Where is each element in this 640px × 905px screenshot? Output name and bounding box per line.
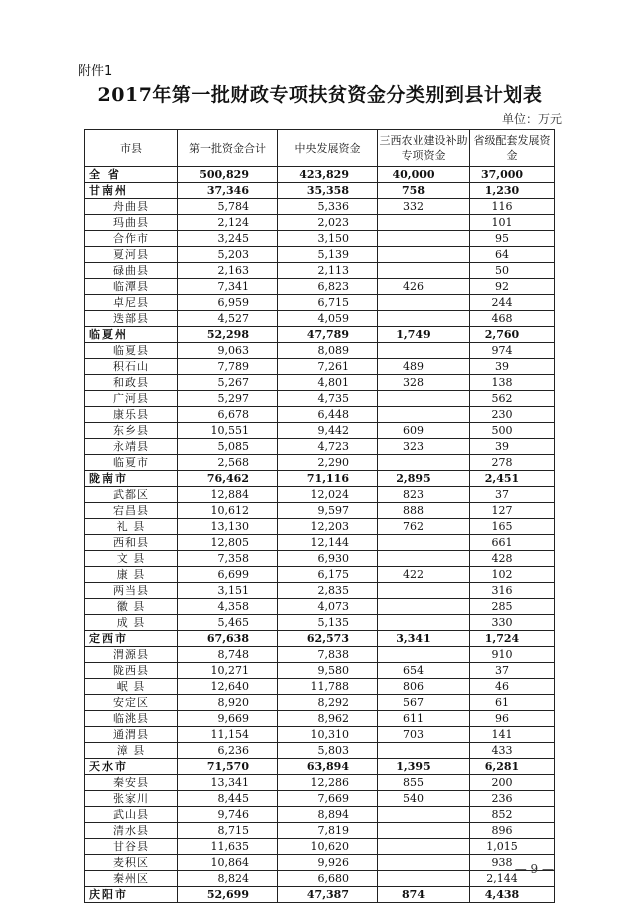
cell-total: 6,959 xyxy=(178,295,278,311)
cell-sanxi: 758 xyxy=(378,183,470,199)
cell-name: 临潭县 xyxy=(85,279,178,295)
cell-sanxi: 823 xyxy=(378,487,470,503)
cell-sanxi xyxy=(378,391,470,407)
cell-name: 临洮县 xyxy=(85,711,178,727)
cell-central: 8,089 xyxy=(278,343,378,359)
cell-provincial: 433 xyxy=(470,743,555,759)
cell-provincial: 92 xyxy=(470,279,555,295)
table-row xyxy=(85,423,555,439)
cell-name: 广河县 xyxy=(85,391,178,407)
cell-total: 11,154 xyxy=(178,727,278,743)
cell-name: 西和县 xyxy=(85,535,178,551)
table-row xyxy=(85,295,555,311)
cell-central: 6,448 xyxy=(278,407,378,423)
table-row xyxy=(85,359,555,375)
table-row xyxy=(85,855,555,871)
cell-central: 47,789 xyxy=(278,327,378,343)
cell-sanxi: 703 xyxy=(378,727,470,743)
cell-provincial: 910 xyxy=(470,647,555,663)
cell-provincial: 661 xyxy=(470,535,555,551)
cell-central: 71,116 xyxy=(278,471,378,487)
cell-central: 6,930 xyxy=(278,551,378,567)
cell-name: 全 省 xyxy=(85,167,178,183)
city-row xyxy=(85,887,555,903)
cell-central: 11,788 xyxy=(278,679,378,695)
page-title: 2017年第一批财政专项扶贫资金分类别到县计划表 xyxy=(97,84,543,106)
cell-total: 52,298 xyxy=(178,327,278,343)
cell-name: 武山县 xyxy=(85,807,178,823)
cell-central: 4,723 xyxy=(278,439,378,455)
cell-provincial: 244 xyxy=(470,295,555,311)
cell-total: 8,824 xyxy=(178,871,278,887)
cell-central: 9,580 xyxy=(278,663,378,679)
table-row xyxy=(85,695,555,711)
cell-name: 康乐县 xyxy=(85,407,178,423)
cell-name: 宕昌县 xyxy=(85,503,178,519)
table-row xyxy=(85,455,555,471)
cell-sanxi: 609 xyxy=(378,423,470,439)
cell-central: 9,926 xyxy=(278,855,378,871)
cell-name: 渭源县 xyxy=(85,647,178,663)
cell-total: 8,715 xyxy=(178,823,278,839)
cell-name: 漳 县 xyxy=(85,743,178,759)
cell-total: 67,638 xyxy=(178,631,278,647)
cell-total: 11,635 xyxy=(178,839,278,855)
cell-total: 12,884 xyxy=(178,487,278,503)
cell-sanxi xyxy=(378,647,470,663)
cell-total: 10,271 xyxy=(178,663,278,679)
cell-total: 5,203 xyxy=(178,247,278,263)
cell-sanxi: 567 xyxy=(378,695,470,711)
table-row xyxy=(85,391,555,407)
city-row xyxy=(85,327,555,343)
table-row xyxy=(85,215,555,231)
cell-total: 2,163 xyxy=(178,263,278,279)
cell-provincial: 330 xyxy=(470,615,555,631)
cell-total: 5,267 xyxy=(178,375,278,391)
cell-provincial: 127 xyxy=(470,503,555,519)
cell-central: 2,113 xyxy=(278,263,378,279)
cell-central: 2,835 xyxy=(278,583,378,599)
cell-name: 甘谷县 xyxy=(85,839,178,855)
cell-sanxi xyxy=(378,535,470,551)
cell-total: 10,864 xyxy=(178,855,278,871)
cell-central: 12,024 xyxy=(278,487,378,503)
cell-sanxi: 1,749 xyxy=(378,327,470,343)
cell-central: 47,387 xyxy=(278,887,378,903)
cell-provincial: 4,438 xyxy=(470,887,555,903)
cell-central: 63,894 xyxy=(278,759,378,775)
cell-sanxi: 40,000 xyxy=(378,167,470,183)
cell-provincial: 64 xyxy=(470,247,555,263)
cell-sanxi: 874 xyxy=(378,887,470,903)
cell-provincial: 236 xyxy=(470,791,555,807)
cell-name: 永靖县 xyxy=(85,439,178,455)
table-row xyxy=(85,663,555,679)
prov-row xyxy=(85,167,555,183)
cell-sanxi: 422 xyxy=(378,567,470,583)
cell-total: 13,130 xyxy=(178,519,278,535)
cell-name: 陇西县 xyxy=(85,663,178,679)
cell-central: 2,290 xyxy=(278,455,378,471)
cell-sanxi xyxy=(378,247,470,263)
cell-sanxi: 540 xyxy=(378,791,470,807)
table-row xyxy=(85,439,555,455)
cell-name: 秦安县 xyxy=(85,775,178,791)
cell-sanxi: 855 xyxy=(378,775,470,791)
cell-provincial: 974 xyxy=(470,343,555,359)
cell-name: 通渭县 xyxy=(85,727,178,743)
table-row xyxy=(85,775,555,791)
cell-total: 6,678 xyxy=(178,407,278,423)
cell-central: 5,135 xyxy=(278,615,378,631)
table-row xyxy=(85,711,555,727)
cell-provincial: 37 xyxy=(470,487,555,503)
cell-total: 8,920 xyxy=(178,695,278,711)
cell-sanxi xyxy=(378,615,470,631)
cell-central: 423,829 xyxy=(278,167,378,183)
table-row xyxy=(85,823,555,839)
table-row xyxy=(85,487,555,503)
cell-provincial: 230 xyxy=(470,407,555,423)
cell-central: 5,803 xyxy=(278,743,378,759)
cell-total: 500,829 xyxy=(178,167,278,183)
table-row xyxy=(85,535,555,551)
cell-name: 合作市 xyxy=(85,231,178,247)
cell-sanxi xyxy=(378,343,470,359)
cell-sanxi: 332 xyxy=(378,199,470,215)
cell-name: 康 县 xyxy=(85,567,178,583)
cell-central: 8,894 xyxy=(278,807,378,823)
cell-name: 成 县 xyxy=(85,615,178,631)
cell-provincial: 61 xyxy=(470,695,555,711)
cell-central: 10,310 xyxy=(278,727,378,743)
cell-name: 碌曲县 xyxy=(85,263,178,279)
cell-sanxi xyxy=(378,263,470,279)
cell-total: 10,551 xyxy=(178,423,278,439)
cell-provincial: 500 xyxy=(470,423,555,439)
cell-sanxi: 2,895 xyxy=(378,471,470,487)
table-row xyxy=(85,839,555,855)
cell-total: 8,445 xyxy=(178,791,278,807)
cell-central: 6,680 xyxy=(278,871,378,887)
cell-name: 麦积区 xyxy=(85,855,178,871)
table-row xyxy=(85,807,555,823)
cell-sanxi: 1,395 xyxy=(378,759,470,775)
allocation-table xyxy=(84,129,555,903)
cell-sanxi xyxy=(378,871,470,887)
cell-sanxi xyxy=(378,807,470,823)
header-sanxi: 三西农业建设补助专项资金 xyxy=(378,130,470,167)
table-row xyxy=(85,503,555,519)
cell-central: 6,175 xyxy=(278,567,378,583)
cell-provincial: 101 xyxy=(470,215,555,231)
cell-provincial: 141 xyxy=(470,727,555,743)
attachment-label: 附件1 xyxy=(78,64,113,79)
cell-provincial: 278 xyxy=(470,455,555,471)
cell-total: 10,612 xyxy=(178,503,278,519)
header-provincial: 省级配套发展资金 xyxy=(470,130,555,167)
cell-central: 12,286 xyxy=(278,775,378,791)
table-row xyxy=(85,599,555,615)
city-row xyxy=(85,183,555,199)
cell-total: 13,341 xyxy=(178,775,278,791)
cell-sanxi xyxy=(378,295,470,311)
city-row xyxy=(85,631,555,647)
cell-total: 8,748 xyxy=(178,647,278,663)
cell-central: 4,073 xyxy=(278,599,378,615)
cell-name: 和政县 xyxy=(85,375,178,391)
cell-name: 临夏县 xyxy=(85,343,178,359)
cell-sanxi xyxy=(378,311,470,327)
cell-sanxi: 654 xyxy=(378,663,470,679)
cell-provincial: 316 xyxy=(470,583,555,599)
header-central: 中央发展资金 xyxy=(278,130,378,167)
cell-name: 两当县 xyxy=(85,583,178,599)
cell-total: 4,358 xyxy=(178,599,278,615)
cell-central: 12,203 xyxy=(278,519,378,535)
cell-sanxi: 762 xyxy=(378,519,470,535)
cell-provincial: 285 xyxy=(470,599,555,615)
cell-central: 4,059 xyxy=(278,311,378,327)
cell-sanxi xyxy=(378,583,470,599)
cell-central: 6,715 xyxy=(278,295,378,311)
cell-total: 2,568 xyxy=(178,455,278,471)
cell-central: 4,801 xyxy=(278,375,378,391)
cell-name: 秦州区 xyxy=(85,871,178,887)
cell-name: 东乡县 xyxy=(85,423,178,439)
table-row xyxy=(85,231,555,247)
cell-provincial: 37 xyxy=(470,663,555,679)
cell-total: 6,236 xyxy=(178,743,278,759)
cell-provincial: 1,230 xyxy=(470,183,555,199)
cell-sanxi xyxy=(378,551,470,567)
cell-total: 7,358 xyxy=(178,551,278,567)
city-row xyxy=(85,471,555,487)
cell-name: 文 县 xyxy=(85,551,178,567)
cell-total: 52,699 xyxy=(178,887,278,903)
cell-central: 7,669 xyxy=(278,791,378,807)
cell-sanxi: 888 xyxy=(378,503,470,519)
cell-total: 37,346 xyxy=(178,183,278,199)
cell-name: 张家川 xyxy=(85,791,178,807)
cell-provincial: 852 xyxy=(470,807,555,823)
cell-total: 5,297 xyxy=(178,391,278,407)
header-county: 市县 xyxy=(85,130,178,167)
table-row xyxy=(85,871,555,887)
cell-central: 7,819 xyxy=(278,823,378,839)
table-row xyxy=(85,279,555,295)
table-row xyxy=(85,519,555,535)
cell-total: 4,527 xyxy=(178,311,278,327)
table-row xyxy=(85,407,555,423)
cell-provincial: 1,015 xyxy=(470,839,555,855)
cell-sanxi xyxy=(378,823,470,839)
cell-provincial: 39 xyxy=(470,359,555,375)
table-row xyxy=(85,743,555,759)
table-row xyxy=(85,311,555,327)
cell-provincial: 102 xyxy=(470,567,555,583)
cell-total: 76,462 xyxy=(178,471,278,487)
unit-label: 单位：万元 xyxy=(501,112,562,126)
cell-total: 7,341 xyxy=(178,279,278,295)
cell-total: 12,640 xyxy=(178,679,278,695)
cell-name: 夏河县 xyxy=(85,247,178,263)
cell-total: 71,570 xyxy=(178,759,278,775)
cell-central: 6,823 xyxy=(278,279,378,295)
cell-central: 8,292 xyxy=(278,695,378,711)
cell-provincial: 46 xyxy=(470,679,555,695)
cell-provincial: 96 xyxy=(470,711,555,727)
cell-provincial: 1,724 xyxy=(470,631,555,647)
cell-provincial: 138 xyxy=(470,375,555,391)
cell-sanxi xyxy=(378,455,470,471)
table-row xyxy=(85,647,555,663)
cell-name: 定西市 xyxy=(85,631,178,647)
cell-central: 12,144 xyxy=(278,535,378,551)
table-body xyxy=(85,167,555,903)
table-row xyxy=(85,199,555,215)
cell-provincial: 562 xyxy=(470,391,555,407)
cell-provincial: 116 xyxy=(470,199,555,215)
cell-central: 9,442 xyxy=(278,423,378,439)
cell-total: 6,699 xyxy=(178,567,278,583)
cell-central: 5,336 xyxy=(278,199,378,215)
city-row xyxy=(85,759,555,775)
cell-provincial: 2,451 xyxy=(470,471,555,487)
cell-name: 玛曲县 xyxy=(85,215,178,231)
cell-provincial: 468 xyxy=(470,311,555,327)
page-number: — 9 — xyxy=(514,862,554,876)
cell-sanxi xyxy=(378,855,470,871)
cell-name: 陇南市 xyxy=(85,471,178,487)
table-row xyxy=(85,791,555,807)
table-row xyxy=(85,375,555,391)
cell-total: 5,465 xyxy=(178,615,278,631)
cell-central: 7,261 xyxy=(278,359,378,375)
cell-sanxi: 328 xyxy=(378,375,470,391)
cell-central: 10,620 xyxy=(278,839,378,855)
cell-central: 62,573 xyxy=(278,631,378,647)
cell-sanxi: 489 xyxy=(378,359,470,375)
cell-name: 临夏州 xyxy=(85,327,178,343)
cell-sanxi: 3,341 xyxy=(378,631,470,647)
cell-name: 甘南州 xyxy=(85,183,178,199)
cell-name: 积石山 xyxy=(85,359,178,375)
cell-total: 3,151 xyxy=(178,583,278,599)
cell-provincial: 165 xyxy=(470,519,555,535)
cell-name: 天水市 xyxy=(85,759,178,775)
cell-sanxi xyxy=(378,743,470,759)
cell-provincial: 2,144 xyxy=(470,871,555,887)
cell-provincial: 39 xyxy=(470,439,555,455)
cell-name: 武都区 xyxy=(85,487,178,503)
cell-provincial: 6,281 xyxy=(470,759,555,775)
table-row xyxy=(85,247,555,263)
cell-provincial: 200 xyxy=(470,775,555,791)
cell-name: 安定区 xyxy=(85,695,178,711)
cell-total: 5,085 xyxy=(178,439,278,455)
table-row xyxy=(85,615,555,631)
cell-sanxi: 806 xyxy=(378,679,470,695)
cell-central: 7,838 xyxy=(278,647,378,663)
cell-sanxi xyxy=(378,599,470,615)
cell-provincial: 2,760 xyxy=(470,327,555,343)
cell-name: 岷 县 xyxy=(85,679,178,695)
table-row xyxy=(85,727,555,743)
cell-total: 3,245 xyxy=(178,231,278,247)
table-row xyxy=(85,567,555,583)
cell-sanxi: 426 xyxy=(378,279,470,295)
table-row xyxy=(85,679,555,695)
cell-provincial: 896 xyxy=(470,823,555,839)
table-row xyxy=(85,583,555,599)
cell-sanxi xyxy=(378,231,470,247)
cell-total: 5,784 xyxy=(178,199,278,215)
table-row xyxy=(85,263,555,279)
cell-name: 徽 县 xyxy=(85,599,178,615)
cell-total: 12,805 xyxy=(178,535,278,551)
cell-central: 9,597 xyxy=(278,503,378,519)
table-row xyxy=(85,551,555,567)
header-total: 第一批资金合计 xyxy=(178,130,278,167)
cell-name: 迭部县 xyxy=(85,311,178,327)
cell-total: 9,746 xyxy=(178,807,278,823)
cell-central: 5,139 xyxy=(278,247,378,263)
cell-name: 卓尼县 xyxy=(85,295,178,311)
cell-provincial: 50 xyxy=(470,263,555,279)
cell-name: 礼 县 xyxy=(85,519,178,535)
table-header-row xyxy=(85,130,555,167)
cell-provincial: 428 xyxy=(470,551,555,567)
cell-sanxi xyxy=(378,407,470,423)
cell-central: 35,358 xyxy=(278,183,378,199)
cell-name: 庆阳市 xyxy=(85,887,178,903)
cell-provincial: 95 xyxy=(470,231,555,247)
cell-central: 3,150 xyxy=(278,231,378,247)
table-row xyxy=(85,343,555,359)
cell-total: 7,789 xyxy=(178,359,278,375)
cell-sanxi xyxy=(378,215,470,231)
cell-total: 2,124 xyxy=(178,215,278,231)
cell-central: 8,962 xyxy=(278,711,378,727)
cell-central: 2,023 xyxy=(278,215,378,231)
cell-name: 临夏市 xyxy=(85,455,178,471)
cell-name: 清水县 xyxy=(85,823,178,839)
cell-name: 舟曲县 xyxy=(85,199,178,215)
cell-total: 9,669 xyxy=(178,711,278,727)
cell-sanxi xyxy=(378,839,470,855)
cell-provincial: 938 xyxy=(470,855,555,871)
cell-sanxi: 611 xyxy=(378,711,470,727)
cell-sanxi: 323 xyxy=(378,439,470,455)
cell-total: 9,063 xyxy=(178,343,278,359)
cell-provincial: 37,000 xyxy=(470,167,555,183)
cell-central: 4,735 xyxy=(278,391,378,407)
